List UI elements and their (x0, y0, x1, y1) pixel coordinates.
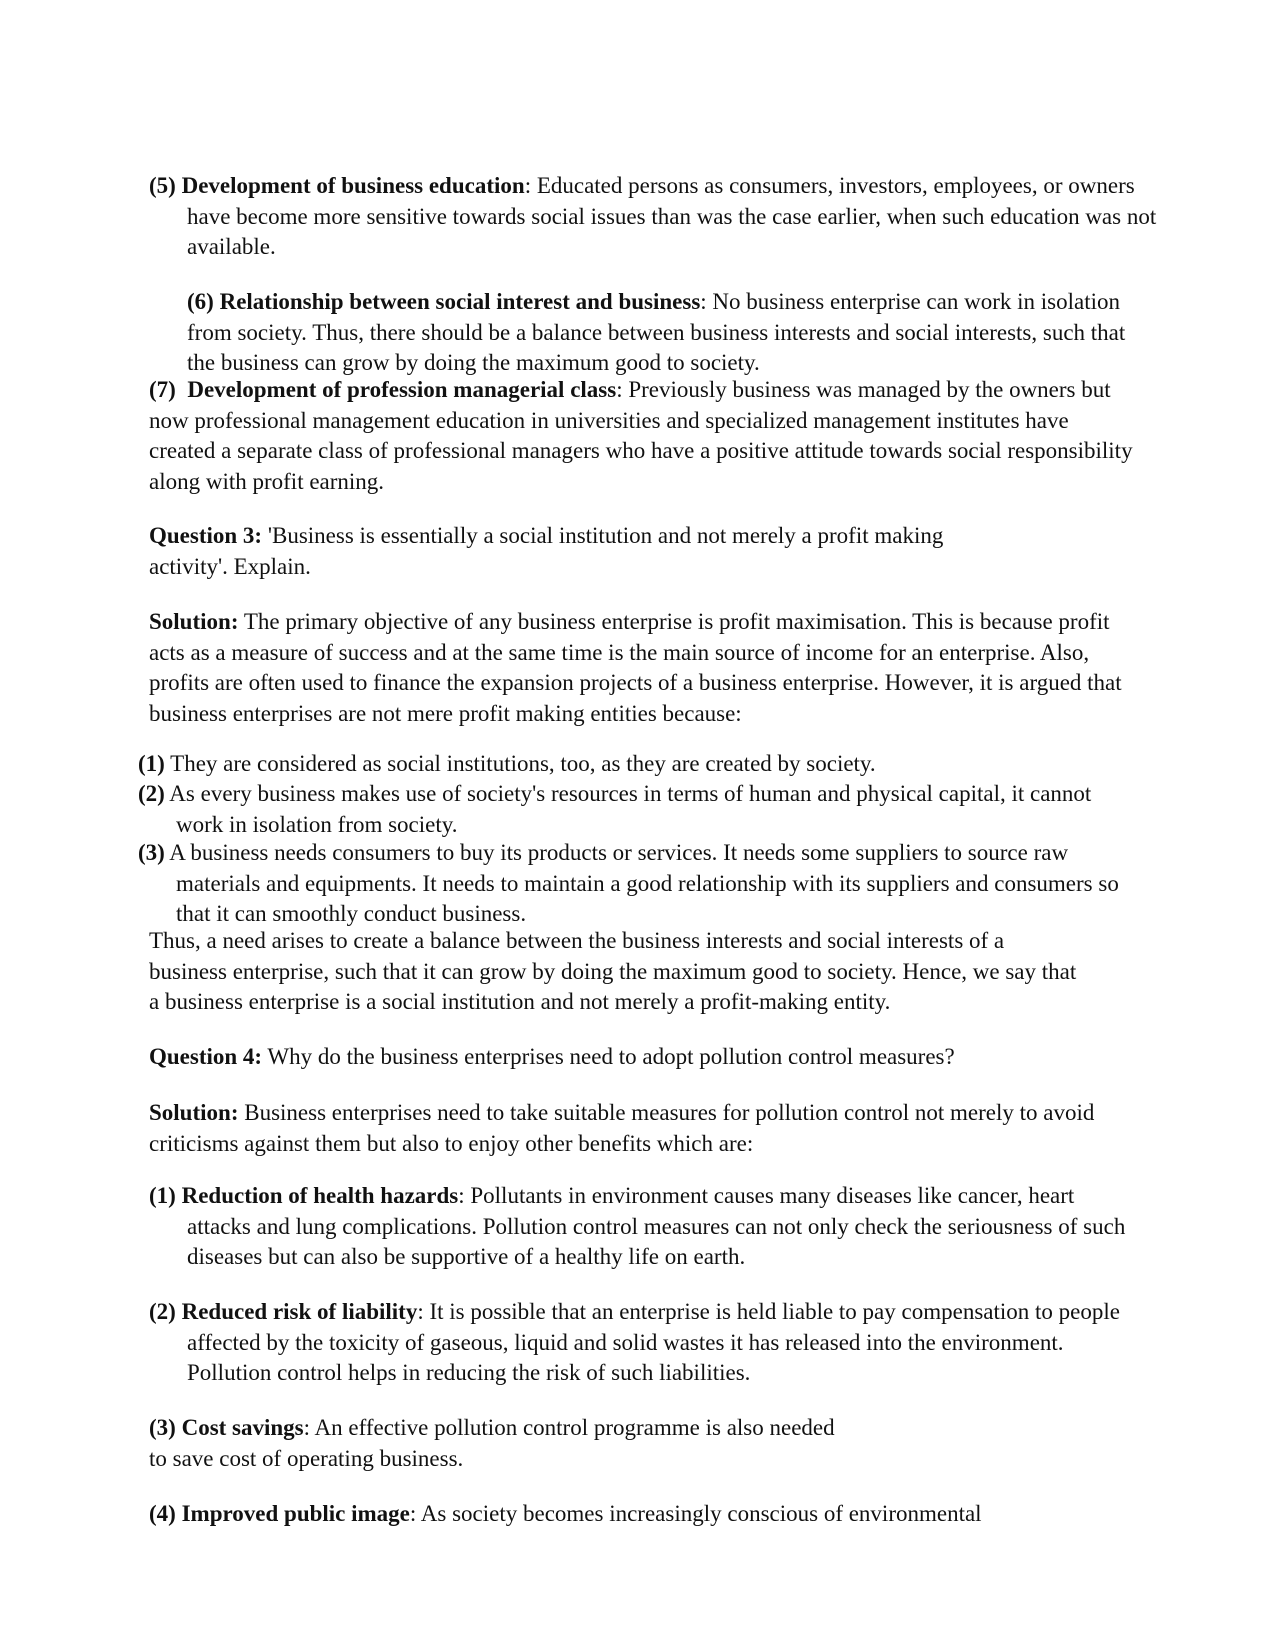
solution-4-label: Solution: (149, 1100, 239, 1125)
item-5-number: (5) (149, 173, 176, 198)
question-4 (149, 1042, 1139, 1073)
solution-4-point-1-title: Reduction of health hazards (181, 1183, 459, 1208)
solution-3-point-3-text: A business needs consumers to buy its products or services. It needs some suppliers to source raw materials and equipments. It needs to maintain a good relationship with its suppliers and consumers so that it can smoothly conduct business. (164, 840, 1119, 926)
solution-4-point-4 (149, 1499, 1139, 1530)
item-7-title: Development of profession managerial class (187, 377, 617, 402)
solution-4-point-4-title: Improved public image (181, 1501, 410, 1526)
solution-4-point-1 (149, 1181, 1137, 1273)
solution-3-label: Solution: (149, 609, 239, 634)
question-3 (149, 521, 979, 582)
item-7 (149, 375, 1139, 497)
item-6 (187, 287, 1127, 379)
solution-4-point-1-number: (1) (149, 1183, 176, 1208)
item-7-text: : Previously business was managed by the owners but now professional management education in universities and specialized management institutes have created a separate class of professional managers who have a positive attitude towards social responsibility along with profit earning. (149, 377, 1133, 494)
question-4-text: Why do the business enterprises need to adopt pollution control measures? (262, 1044, 955, 1069)
solution-4-point-3-number: (3) (149, 1415, 176, 1440)
item-6-title: Relationship between social interest and business (219, 289, 701, 314)
item-5-title: Development of business education (181, 173, 525, 198)
solution-4-point-4-text: : As society becomes increasingly conscious of environmental (409, 1501, 982, 1526)
solution-4-point-2-text: : It is possible that an enterprise is held liable to pay compensation to people affected by the toxicity of gaseous, liquid and solid wastes it has released into the environment. Pollution control helps in reducing the risk of such liabilities. (187, 1299, 1120, 1385)
solution-3-point-1-text: They are considered as social institutions, too, as they are created by society. (164, 751, 876, 776)
question-4-label: Question 4: (149, 1044, 263, 1069)
solution-4-point-3-title: Cost savings (181, 1415, 304, 1440)
solution-4-point-1-text: : Pollutants in environment causes many diseases like cancer, heart attacks and lung complications. Pollution control measures can not only check the seriousness of such diseases but can also be supportive of a healthy life on earth. (187, 1183, 1126, 1269)
solution-3-point-2-text: As every business makes use of society's resources in terms of human and physical capital, it cannot work in isolation from society. (164, 781, 1092, 837)
item-5 (149, 171, 1177, 263)
solution-3-point-3 (138, 838, 1136, 930)
item-5-text: : Educated persons as consumers, investors, employees, or owners have become more sensitive towards social issues than was the case earlier, when such education was not available. (187, 173, 1157, 259)
solution-4-text: Business enterprises need to take suitable measures for pollution control not merely to avoid criticisms against them but also to enjoy other benefits which are: (149, 1100, 1095, 1156)
solution-3-point-1 (138, 749, 1136, 780)
solution-3-point-1-number: (1) (138, 751, 165, 776)
solution-4-point-3-text: : An effective pollution control programme is also needed (303, 1415, 835, 1440)
solution-3-point-3-number: (3) (138, 840, 165, 865)
solution-4-point-3-text-continued: to save cost of operating business. (149, 1445, 464, 1471)
solution-3-point-2 (138, 779, 1116, 840)
item-6-text: : No business enterprise can work in isolation from society. Thus, there should be a balance between business interests and social interests, such that the business can grow by doing the maximum good to society. (187, 289, 1126, 375)
solution-4-point-4-number: (4) (149, 1501, 176, 1526)
solution-4-point-2-title: Reduced risk of liability (181, 1299, 418, 1324)
item-6-number: (6) (187, 289, 214, 314)
solution-3-point-2-number: (2) (138, 781, 165, 806)
solution-4-point-2-number: (2) (149, 1299, 176, 1324)
solution-4-point-3 (149, 1413, 1139, 1474)
question-3-text: 'Business is essentially a social institution and not merely a profit making activity'. Explain. (149, 523, 944, 579)
item-7-number: (7) (149, 377, 176, 402)
solution-4 (149, 1098, 1109, 1159)
solution-3 (149, 607, 1129, 729)
solution-3-text: The primary objective of any business enterprise is profit maximisation. This is because profit acts as a measure of success and at the same time is the main source of income for an enterprise. Also, profits are often used to finance the expansion projects of a business enterprise. However, it is argued that business enterprises are not mere profit making entities because: (149, 609, 1122, 726)
question-3-label: Question 3: (149, 523, 263, 548)
solution-3-conclusion: Thus, a need arises to create a balance between the business interests and social interests of a business enterprise, such that it can grow by doing the maximum good to society. Hence, we say that a business enterprise is a social institution and not merely a profit-making entity. (149, 928, 1077, 1014)
solution-4-point-2 (149, 1297, 1137, 1389)
